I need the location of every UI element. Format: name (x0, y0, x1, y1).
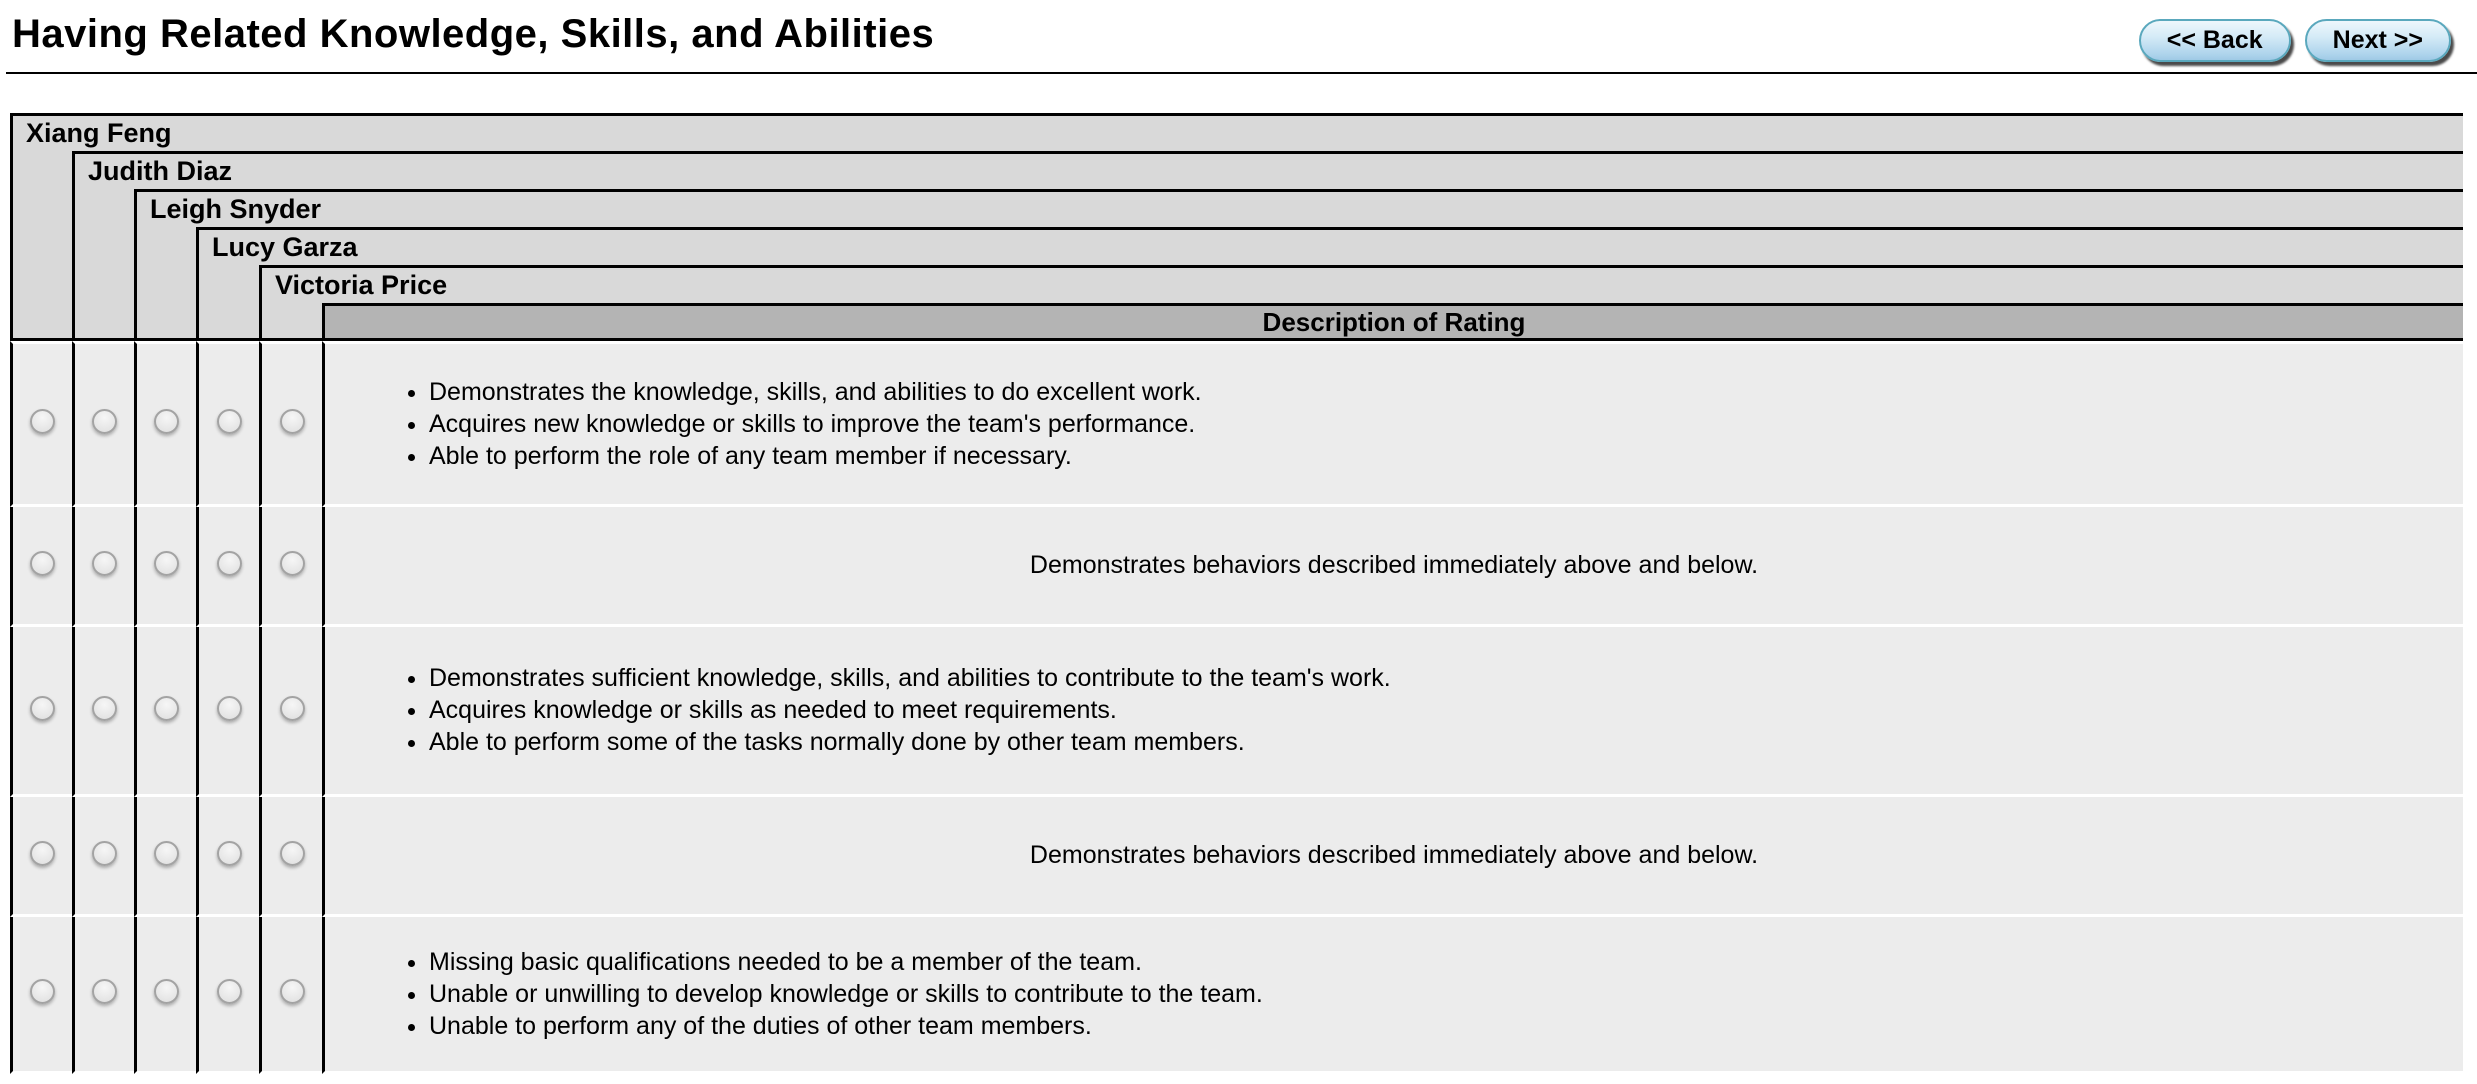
rating-row-2 (10, 507, 2463, 627)
rater-header-4: Lucy Garza (196, 227, 2463, 265)
radio-row4-rater1[interactable] (30, 841, 55, 866)
radio-row2-rater3[interactable] (154, 551, 179, 576)
rating-description-3 (322, 627, 2463, 797)
radio-row3-rater1[interactable] (30, 696, 55, 721)
rater-header-1: Xiang Feng (10, 113, 2463, 151)
rater-header-3: Leigh Snyder (134, 189, 2463, 227)
rater-header-5: Victoria Price (259, 265, 2463, 303)
radio-row1-rater1[interactable] (30, 409, 55, 434)
bullet-item: • Unable or unwilling to develop knowledge or skills to contribute to the team. (429, 979, 2439, 1010)
rater-column-spacer-2 (72, 189, 134, 341)
title-divider (6, 72, 2477, 74)
bullet-item: • Acquires new knowledge or skills to improve the team's performance. (429, 409, 2439, 440)
radio-row4-rater4[interactable] (217, 841, 242, 866)
radio-row2-rater2[interactable] (92, 551, 117, 576)
radio-row5-rater2[interactable] (92, 979, 117, 1004)
bullet-item: • Demonstrates the knowledge, skills, and abilities to do excellent work. (429, 377, 2439, 408)
description-of-rating-header: Description of Rating (322, 303, 2463, 341)
rater-column-spacer-4 (196, 265, 259, 341)
rating-row-1 (10, 341, 2463, 507)
radio-row2-rater5[interactable] (280, 551, 305, 576)
radio-row3-rater4[interactable] (217, 696, 242, 721)
ratings-table (10, 113, 2463, 1074)
next-button[interactable]: Next >> (2305, 19, 2451, 62)
rating-row-3 (10, 627, 2463, 797)
rater-column-spacer-1 (10, 151, 72, 341)
radio-row5-rater1[interactable] (30, 979, 55, 1004)
page-header (0, 8, 2477, 74)
rater-column-spacer-5 (259, 303, 322, 341)
rating-row-5 (10, 917, 2463, 1074)
back-button[interactable]: << Back (2139, 19, 2291, 62)
rating-description-4: Demonstrates behaviors described immediately above and below. (322, 797, 2463, 917)
rater-column-spacer-3 (134, 227, 196, 341)
radio-row3-rater2[interactable] (92, 696, 117, 721)
radio-row1-rater5[interactable] (280, 409, 305, 434)
radio-row1-rater2[interactable] (92, 409, 117, 434)
radio-row3-rater5[interactable] (280, 696, 305, 721)
radio-row4-rater3[interactable] (154, 841, 179, 866)
bullet-item: • Acquires knowledge or skills as needed to meet requirements. (429, 695, 2439, 726)
radio-row4-rater2[interactable] (92, 841, 117, 866)
rater-header-2: Judith Diaz (72, 151, 2463, 189)
radio-row2-rater1[interactable] (30, 551, 55, 576)
bullet-item: • Missing basic qualifications needed to be a member of the team. (429, 947, 2439, 978)
radio-row5-rater4[interactable] (217, 979, 242, 1004)
radio-row1-rater3[interactable] (154, 409, 179, 434)
bullet-item: • Demonstrates sufficient knowledge, skills, and abilities to contribute to the team's work. (429, 663, 2439, 694)
radio-row5-rater5[interactable] (280, 979, 305, 1004)
radio-row2-rater4[interactable] (217, 551, 242, 576)
radio-row3-rater3[interactable] (154, 696, 179, 721)
rating-description-1 (322, 341, 2463, 507)
bullet-item: • Able to perform some of the tasks normally done by other team members. (429, 727, 2439, 758)
rating-description-2: Demonstrates behaviors described immediately above and below. (322, 507, 2463, 627)
rating-description-5 (322, 917, 2463, 1074)
bullet-item: • Unable to perform any of the duties of other team members. (429, 1011, 2439, 1042)
page-title: Having Related Knowledge, Skills, and Abilities (12, 12, 935, 56)
radio-row1-rater4[interactable] (217, 409, 242, 434)
radio-row5-rater3[interactable] (154, 979, 179, 1004)
bullet-item: • Able to perform the role of any team member if necessary. (429, 441, 2439, 472)
nav-buttons (2139, 19, 2451, 62)
rating-row-4 (10, 797, 2463, 917)
radio-row4-rater5[interactable] (280, 841, 305, 866)
